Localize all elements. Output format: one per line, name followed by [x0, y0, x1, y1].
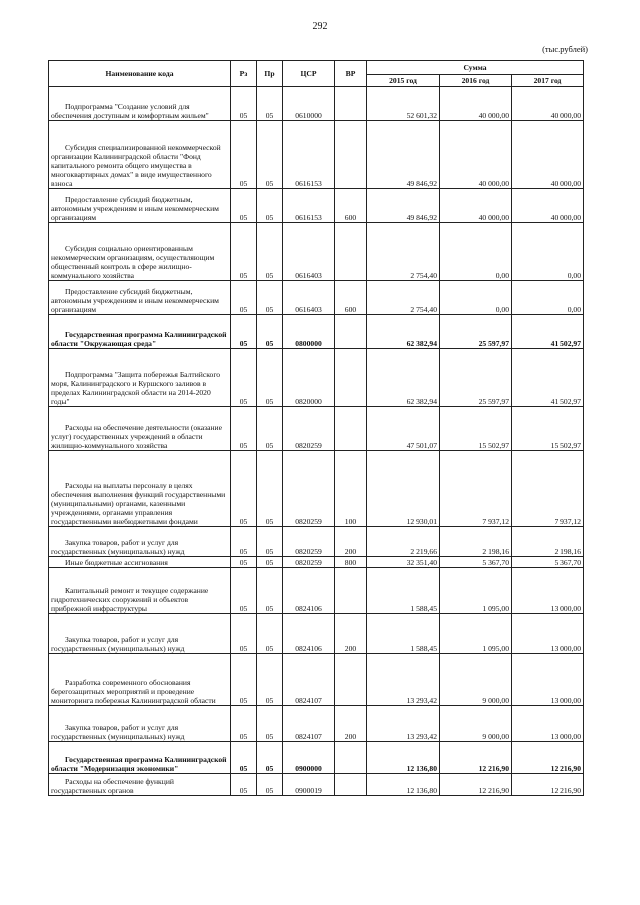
- header-pr: Пр: [257, 61, 283, 87]
- row-csr: 0824107: [283, 654, 335, 706]
- table-row: [49, 654, 584, 706]
- row-rz: 05: [231, 189, 257, 223]
- budget-table: [48, 60, 584, 796]
- row-2016: 12 216,90: [440, 742, 512, 774]
- header-2016: 2016 год: [440, 75, 512, 87]
- row-csr: 0616403: [283, 223, 335, 281]
- row-2015: 1 588,45: [367, 614, 440, 654]
- row-rz: 05: [231, 349, 257, 407]
- row-csr: 0820259: [283, 557, 335, 568]
- row-csr: 0824107: [283, 706, 335, 742]
- units-label: (тыс.рублей): [542, 44, 588, 54]
- row-2017: 40 000,00: [512, 87, 584, 121]
- row-vr: [335, 223, 367, 281]
- row-2015: 2 754,40: [367, 223, 440, 281]
- row-2016: 40 000,00: [440, 87, 512, 121]
- table-row: [49, 557, 584, 568]
- row-name: Разработка современного обоснования берегозащитных мероприятий и проведение мониторинга побережья Калининградской области: [49, 654, 231, 706]
- row-name: Государственная программа Калининградской области "Модернизация экономики": [49, 742, 231, 774]
- row-2016: 5 367,70: [440, 557, 512, 568]
- table-row: [49, 315, 584, 349]
- row-2017: 41 502,97: [512, 315, 584, 349]
- row-pr: 05: [257, 451, 283, 527]
- row-name: Расходы на обеспечение функций государственных органов: [49, 774, 231, 796]
- row-csr: 0900019: [283, 774, 335, 796]
- row-2015: 13 293,42: [367, 706, 440, 742]
- row-2015: 52 601,32: [367, 87, 440, 121]
- row-2015: 12 136,80: [367, 774, 440, 796]
- table-row: [49, 568, 584, 614]
- row-csr: 0820000: [283, 349, 335, 407]
- row-vr: 600: [335, 189, 367, 223]
- row-2015: 47 501,07: [367, 407, 440, 451]
- row-pr: 05: [257, 281, 283, 315]
- row-name: Капитальный ремонт и текущее содержание гидротехнических сооружений и объектов прибрежной инфраструктуры: [49, 568, 231, 614]
- row-vr: [335, 742, 367, 774]
- row-rz: 05: [231, 451, 257, 527]
- row-pr: 05: [257, 557, 283, 568]
- row-name: Предоставление субсидий бюджетным, автономным учреждениям и иным некоммерческим организациям: [49, 281, 231, 315]
- row-2016: 15 502,97: [440, 407, 512, 451]
- row-csr: 0820259: [283, 527, 335, 557]
- table-row: [49, 223, 584, 281]
- row-csr: 0616403: [283, 281, 335, 315]
- row-csr: 0824106: [283, 614, 335, 654]
- row-pr: 05: [257, 614, 283, 654]
- header-rz: Рз: [231, 61, 257, 87]
- row-rz: 05: [231, 774, 257, 796]
- table-row: [49, 451, 584, 527]
- row-pr: 05: [257, 315, 283, 349]
- row-2015: 13 293,42: [367, 654, 440, 706]
- row-rz: 05: [231, 654, 257, 706]
- header-2017: 2017 год: [512, 75, 584, 87]
- table-row: [49, 87, 584, 121]
- row-name: Государственная программа Калининградской области "Окружающая среда": [49, 315, 231, 349]
- row-2016: 25 597,97: [440, 315, 512, 349]
- row-vr: [335, 315, 367, 349]
- row-rz: 05: [231, 87, 257, 121]
- table-row: [49, 281, 584, 315]
- row-2017: 0,00: [512, 281, 584, 315]
- row-2016: 7 937,12: [440, 451, 512, 527]
- row-2017: 2 198,16: [512, 527, 584, 557]
- row-name: Субсидия специализированной некоммерческой организации Калининградской области "Фонд капитального ремонта общего имущества в многоквартирных домах" в виде имущественного взноса: [49, 121, 231, 189]
- row-2017: 12 216,90: [512, 774, 584, 796]
- header-csr: ЦСР: [283, 61, 335, 87]
- row-vr: [335, 121, 367, 189]
- row-vr: 200: [335, 527, 367, 557]
- row-rz: 05: [231, 121, 257, 189]
- row-pr: 05: [257, 189, 283, 223]
- row-2015: 2 754,40: [367, 281, 440, 315]
- row-2015: 12 930,01: [367, 451, 440, 527]
- row-csr: 0616153: [283, 121, 335, 189]
- table-row: [49, 349, 584, 407]
- row-pr: 05: [257, 87, 283, 121]
- table-row: [49, 189, 584, 223]
- row-2016: 12 216,90: [440, 774, 512, 796]
- row-rz: 05: [231, 407, 257, 451]
- row-pr: 05: [257, 706, 283, 742]
- row-name: Закупка товаров, работ и услуг для государственных (муниципальных) нужд: [49, 614, 231, 654]
- row-rz: 05: [231, 281, 257, 315]
- row-csr: 0616153: [283, 189, 335, 223]
- page-number: 292: [312, 21, 328, 32]
- table-row: [49, 614, 584, 654]
- row-csr: 0610000: [283, 87, 335, 121]
- row-csr: 0900000: [283, 742, 335, 774]
- row-vr: [335, 774, 367, 796]
- table-row: [49, 706, 584, 742]
- row-2015: 49 846,92: [367, 189, 440, 223]
- row-name: Предоставление субсидий бюджетным, автономным учреждениям и иным некоммерческим организациям: [49, 189, 231, 223]
- row-vr: [335, 87, 367, 121]
- row-2015: 49 846,92: [367, 121, 440, 189]
- row-rz: 05: [231, 527, 257, 557]
- row-vr: [335, 407, 367, 451]
- row-2017: 13 000,00: [512, 568, 584, 614]
- row-vr: 200: [335, 706, 367, 742]
- row-rz: 05: [231, 568, 257, 614]
- row-vr: [335, 349, 367, 407]
- row-name: Субсидия социально ориентированным некоммерческим организациям, осуществляющим общественный контроль в сфере жилищно-коммунального хозяйства: [49, 223, 231, 281]
- row-2017: 15 502,97: [512, 407, 584, 451]
- row-pr: 05: [257, 349, 283, 407]
- table-row: [49, 527, 584, 557]
- row-2015: 62 382,94: [367, 349, 440, 407]
- row-2015: 1 588,45: [367, 568, 440, 614]
- row-vr: [335, 568, 367, 614]
- row-2016: 1 095,00: [440, 568, 512, 614]
- table-row: [49, 742, 584, 774]
- row-2017: 41 502,97: [512, 349, 584, 407]
- row-pr: 05: [257, 407, 283, 451]
- row-2016: 1 095,00: [440, 614, 512, 654]
- row-2017: 12 216,90: [512, 742, 584, 774]
- row-rz: 05: [231, 614, 257, 654]
- row-2015: 12 136,80: [367, 742, 440, 774]
- row-name: Расходы на выплаты персоналу в целях обеспечения выполнения функций государственными (муниципальными) органами, казенными учреждениями, органами управления государственными внебюджетными фондами: [49, 451, 231, 527]
- row-2017: 40 000,00: [512, 121, 584, 189]
- row-rz: 05: [231, 223, 257, 281]
- row-2016: 9 000,00: [440, 654, 512, 706]
- row-csr: 0820259: [283, 407, 335, 451]
- row-vr: 100: [335, 451, 367, 527]
- row-rz: 05: [231, 706, 257, 742]
- row-pr: 05: [257, 568, 283, 614]
- row-2016: 0,00: [440, 281, 512, 315]
- row-2015: 32 351,40: [367, 557, 440, 568]
- header-name: Наименование кода: [49, 61, 231, 87]
- row-pr: 05: [257, 742, 283, 774]
- table-row: [49, 121, 584, 189]
- row-2017: 13 000,00: [512, 654, 584, 706]
- row-name: Иные бюджетные ассигнования: [49, 557, 231, 568]
- row-csr: 0800000: [283, 315, 335, 349]
- row-pr: 05: [257, 654, 283, 706]
- row-pr: 05: [257, 527, 283, 557]
- header-2015: 2015 год: [367, 75, 440, 87]
- row-vr: [335, 654, 367, 706]
- row-rz: 05: [231, 557, 257, 568]
- row-2016: 9 000,00: [440, 706, 512, 742]
- row-2017: 5 367,70: [512, 557, 584, 568]
- row-csr: 0824106: [283, 568, 335, 614]
- row-2015: 2 219,66: [367, 527, 440, 557]
- row-vr: 800: [335, 557, 367, 568]
- row-name: Закупка товаров, работ и услуг для государственных (муниципальных) нужд: [49, 527, 231, 557]
- row-2016: 0,00: [440, 223, 512, 281]
- row-rz: 05: [231, 315, 257, 349]
- table-body: [49, 87, 584, 796]
- row-name: Закупка товаров, работ и услуг для государственных (муниципальных) нужд: [49, 706, 231, 742]
- row-pr: 05: [257, 121, 283, 189]
- row-2015: 62 382,94: [367, 315, 440, 349]
- row-2016: 2 198,16: [440, 527, 512, 557]
- row-csr: 0820259: [283, 451, 335, 527]
- row-2017: 7 937,12: [512, 451, 584, 527]
- row-2017: 13 000,00: [512, 706, 584, 742]
- row-2017: 0,00: [512, 223, 584, 281]
- row-rz: 05: [231, 742, 257, 774]
- row-2017: 13 000,00: [512, 614, 584, 654]
- table-row: [49, 774, 584, 796]
- table-row: [49, 407, 584, 451]
- header-vr: ВР: [335, 61, 367, 87]
- row-pr: 05: [257, 223, 283, 281]
- row-name: Расходы на обеспечение деятельности (оказание услуг) государственных учреждений в области жилищно-коммунального хозяйства: [49, 407, 231, 451]
- row-vr: 600: [335, 281, 367, 315]
- row-2017: 40 000,00: [512, 189, 584, 223]
- row-pr: 05: [257, 774, 283, 796]
- row-vr: 200: [335, 614, 367, 654]
- row-name: Подпрограмма "Защита побережья Балтийского моря, Калининградского и Куршского заливов в пределах Калининградской области на 2014-2020 годы": [49, 349, 231, 407]
- header-sum: Сумма: [367, 61, 584, 75]
- row-2016: 25 597,97: [440, 349, 512, 407]
- row-2016: 40 000,00: [440, 189, 512, 223]
- row-name: Подпрограмма "Создание условий для обеспечения доступным и комфортным жильем": [49, 87, 231, 121]
- row-2016: 40 000,00: [440, 121, 512, 189]
